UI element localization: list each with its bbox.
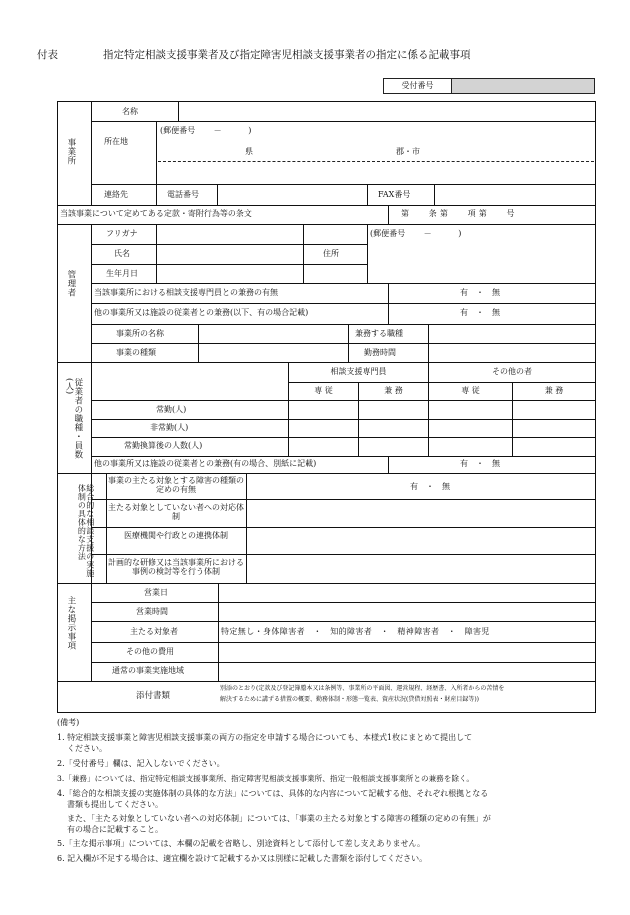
attachments-label: 添付書類 <box>136 691 171 701</box>
note-3: 3.「兼務」については、指定特定相談支援事業所、指定障害児相談支援事業所、指定一般相談支援事業所との兼務を除く。 <box>57 774 474 783</box>
note-1a: 1. 特定相談支援事業と障害児相談支援事業の両方の指定を申請する場合についても、本様式1枚にまとめて提出して <box>57 733 473 742</box>
manager-postal-code[interactable]: (郵便番号 － ) <box>370 229 462 238</box>
staff-section-label: 従業者の職種・員数(人) <box>63 378 83 459</box>
notes-heading: (備考) <box>57 718 80 727</box>
manager-dual-specialist-yes-no[interactable]: 有 ・ 無 <box>460 288 500 297</box>
staff-other-header: その他の者 <box>492 367 532 376</box>
staff-other-exclusive: 専 従 <box>461 386 480 395</box>
manager-birth-field[interactable] <box>158 266 301 282</box>
staff-specialist-header: 相談支援専門員 <box>330 367 387 376</box>
manager-address-label: 住所 <box>323 249 339 258</box>
staff-fulltime-label: 常勤(人) <box>156 405 187 414</box>
manager-office-type-label: 事業の種類 <box>116 348 156 357</box>
note-4a: 4.「総合的な相談支援の実施体制の具体的な方法」については、具体的な内容について記載する他、それぞれ根拠となる <box>57 789 489 798</box>
note-6: 6. 記入欄が不足する場合は、適宜欄を設けて記載するか又は別様に記載した書類を添付してください。 <box>57 854 428 863</box>
note-4b: 書類も提出してください。 <box>67 800 163 809</box>
office-postal-code[interactable]: (郵便番号 － ) <box>160 126 252 135</box>
office-section-label: 事業所 <box>65 138 76 165</box>
receipt-number-box <box>383 78 595 94</box>
notice-days-label: 営業日 <box>144 588 168 597</box>
receipt-number-field[interactable] <box>452 79 594 93</box>
manager-dual-other-label: 他の事業所又は施設の従業者との兼務(以下、有の場合記載) <box>94 308 309 317</box>
articles-value[interactable]: 第 条 第 項 第 号 <box>401 209 515 218</box>
notice-area-label: 通常の事業実施地域 <box>112 666 184 675</box>
note-4c: また、「主たる対象としていない者への対応体制」については、「事業の主たる対象とする障害の種類の定めの有無」が <box>67 814 491 823</box>
manager-office-name-label: 事業所の名称 <box>116 329 164 338</box>
note-2: 2.「受付番号」欄は、記入しないでください。 <box>57 759 225 768</box>
manager-position-label: 兼務する職種 <box>355 329 403 338</box>
notice-target-label: 主たる対象者 <box>130 627 178 636</box>
staff-fte-label: 常勤換算後の人数(人) <box>124 441 203 450</box>
office-fax-field[interactable] <box>436 186 594 203</box>
manager-dual-other-yes-no[interactable]: 有 ・ 無 <box>460 308 500 317</box>
system-row1-yes-no[interactable]: 有 ・ 無 <box>410 482 450 491</box>
note-4d: 有の場合に記載すること。 <box>67 825 163 834</box>
staff-specialist-exclusive: 専 従 <box>314 386 333 395</box>
office-city: 郡・市 <box>396 147 420 156</box>
manager-furigana-field[interactable] <box>158 226 301 243</box>
office-phone-label: 電話番号 <box>167 190 199 199</box>
receipt-number-label: 受付番号 <box>384 79 452 93</box>
notice-target-options[interactable]: 特定無し・身体障害者 ・ 知的障害者 ・ 精神障害者 ・ 障害児 <box>221 627 490 636</box>
manager-section-label: 管理者 <box>65 270 76 297</box>
system-row4-label: 計画的な研修又は当該事業所における事例の検討等を行う体制 <box>108 558 244 577</box>
notice-fees-label: その他の費用 <box>126 647 174 656</box>
attachments-line1: 別添のとおり(定款及び登記簿謄本又は条例等、事業所の平面図、運営規程、経歴書、入所者からの苦情を <box>220 685 505 692</box>
office-contact-label: 連絡先 <box>104 190 128 199</box>
system-section-label: 総合的な相談支援の実施体制の具体的な方法 <box>77 484 95 578</box>
manager-name-field[interactable] <box>158 246 301 263</box>
form-label: 付表 <box>37 49 58 61</box>
system-row3-label: 医療機関や行政との連携体制 <box>124 531 228 540</box>
office-name-label: 名称 <box>122 107 138 116</box>
office-prefecture: 県 <box>245 147 253 156</box>
manager-hours-label: 勤務時間 <box>364 348 396 357</box>
system-row2-label: 主たる対象としていない者への対応体制 <box>108 503 244 522</box>
manager-birth-label: 生年月日 <box>106 269 138 278</box>
office-phone-field[interactable] <box>219 186 365 203</box>
manager-name-label: 氏名 <box>114 249 130 258</box>
office-fax-label: FAX番号 <box>378 190 411 199</box>
manager-furigana-label: フリガナ <box>106 229 138 238</box>
manager-dual-specialist-label: 当該事業所における相談支援専門員との兼務の有無 <box>94 288 278 297</box>
note-1b: ください。 <box>67 744 107 753</box>
notice-hours-label: 営業時間 <box>136 607 168 616</box>
attachments-line2: 解決するために講ずる措置の概要、勤務体制・形態一覧表、資産状況(貸借対照表・財産目録等)) <box>220 696 480 703</box>
staff-other-concurrent: 兼 務 <box>544 386 564 395</box>
staff-specialist-concurrent: 兼 務 <box>384 386 403 395</box>
staff-parttime-label: 非常勤(人) <box>150 423 189 432</box>
office-address-label: 所在地 <box>104 137 128 146</box>
form-title: 指定特定相談支援事業者及び指定障害児相談支援事業者の指定に係る記載事項 <box>103 49 471 61</box>
notice-section-label: 主な掲示事項 <box>65 596 76 650</box>
staff-dual-label: 他の事業所又は施設の従業者との兼務(有の場合、別紙に記載) <box>94 459 317 468</box>
office-name-field[interactable] <box>180 103 594 120</box>
system-row1-label: 事業の主たる対象とする障害の種類の定めの有無 <box>108 476 244 495</box>
form-table <box>57 101 596 713</box>
note-5: 5.「主な掲示事項」については、本欄の記載を省略し、別途資料として添付して差し支えありません。 <box>57 839 425 848</box>
articles-label: 当該事業について定めてある定款・寄附行為等の条文 <box>60 209 252 218</box>
staff-dual-yes-no[interactable]: 有 ・ 無 <box>460 459 500 468</box>
